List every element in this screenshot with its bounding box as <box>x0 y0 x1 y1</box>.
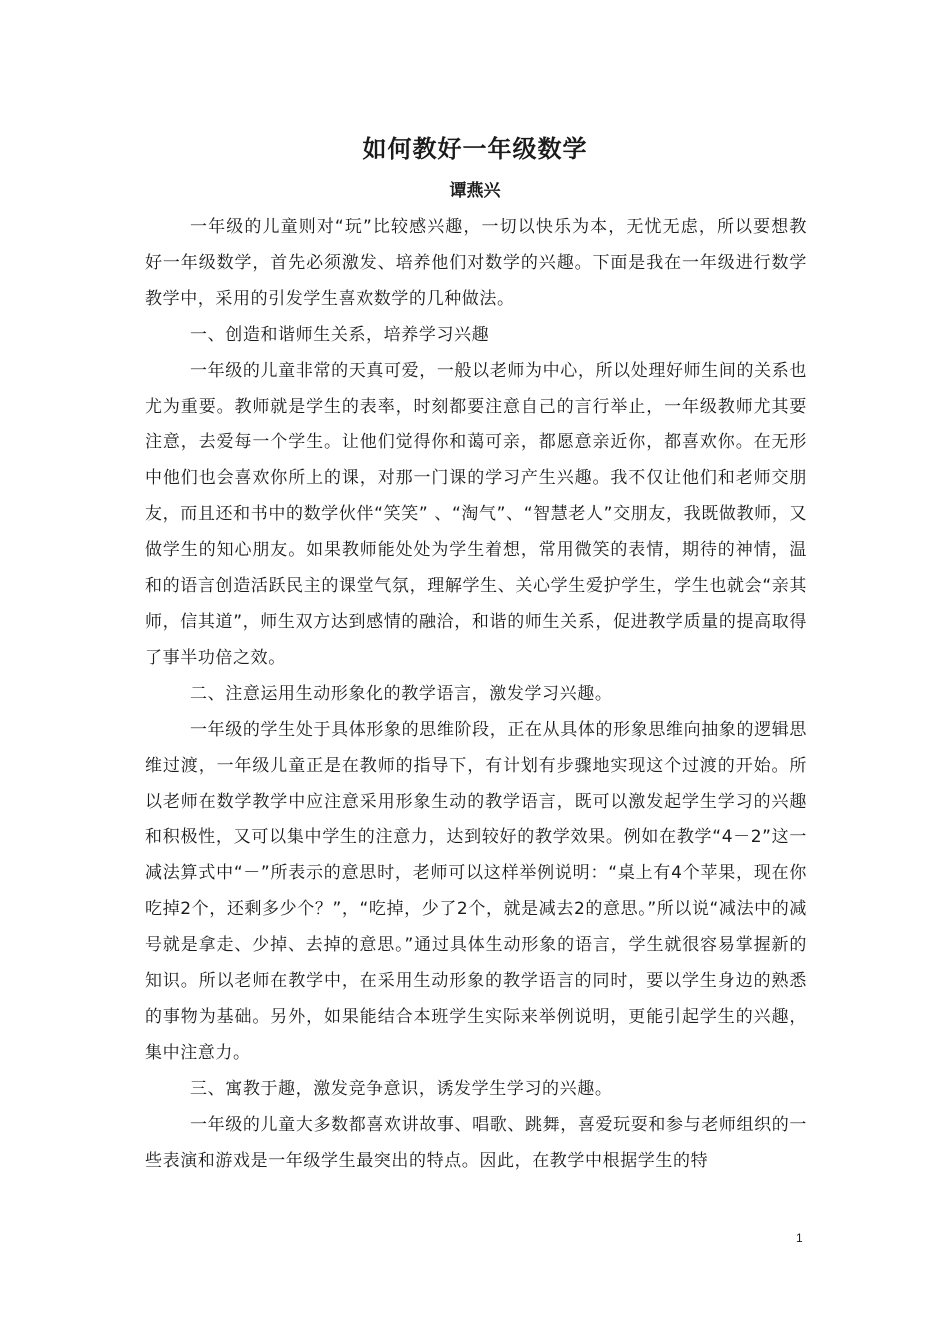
document-author: 谭燕兴 <box>449 181 501 201</box>
paragraph-section-3: 一年级的儿童大多数都喜欢讲故事、唱歌、跳舞，喜爱玩耍和参与老师组织的一些表演和游戏是一年级学生最突出的特点。因此，在教学中根据学生的特 <box>145 1114 807 1171</box>
page-number: 1 <box>796 1231 803 1245</box>
paragraph-intro: 一年级的儿童则对“玩”比较感兴趣，一切以快乐为本，无忧无虑，所以要想教好一年级数学，首先必须激发、培养他们对数学的兴趣。下面是我在一年级进行数学教学中，采用的引发学生喜欢数学的几种做法。 <box>145 217 807 309</box>
document-body <box>145 210 807 1179</box>
section-heading-1: 一、创造和谐师生关系，培养学习兴趣 <box>190 324 490 345</box>
section-heading-2: 二、注意运用生动形象化的教学语言，激发学习兴趣。 <box>190 683 613 704</box>
paragraph-section-1: 一年级的儿童非常的天真可爱，一般以老师为中心，所以处理好师生间的关系也尤为重要。教师就是学生的表率，时刻都要注意自己的言行举止，一年级教师尤其要注意，去爱每一个学生。让他们觉得你和蔼可亲，都愿意亲近你，都喜欢你。在无形中他们也会喜欢你所上的课，对那一门课的学习产生兴趣。我不仅让他们和老师交朋友，而且还和书中的数学伙伴“笑笑” 、“淘气”、“智慧老人”交朋友，我既做教师，又做学生的知心朋友。如果教师能处处为学生着想，常用微笑的表情，期待的神情，温和的语言创造活跃民主的课堂气氛，理解学生、关心学生爱护学生，学生也就会“亲其师，信其道”，师生双方达到感情的融洽，和谐的师生关系，促进教学质量的提高取得了事半功倍之效。 <box>145 360 807 668</box>
section-heading-3: 三、寓教于趣，激发竞争意识，诱发学生学习的兴趣。 <box>190 1078 613 1099</box>
paragraph-section-2: 一年级的学生处于具体形象的思维阶段，正在从具体的形象思维向抽象的逻辑思维过渡，一年级儿童正是在教师的指导下，有计划有步骤地实现这个过渡的开始。所以老师在数学教学中应注意采用形象生动的教学语言，既可以激发起学生学习的兴趣和积极性，又可以集中学生的注意力，达到较好的教学效果。例如在教学“4－2”这一减法算式中“－”所表示的意思时，老师可以这样举例说明：“桌上有4个苹果，现在你吃掉2个，还剩多少个？”，“吃掉，少了2个，就是减去2的意思。”所以说“减法中的减号就是拿走、少掉、去掉的意思。”通过具体生动形象的语言，学生就很容易掌握新的知识。所以老师在教学中，在采用生动形象的教学语言的同时，要以学生身边的熟悉的事物为基础。另外，如果能结合本班学生实际来举例说明，更能引起学生的兴趣，集中注意力。 <box>145 719 807 1063</box>
document-title: 如何教好一年级数学 <box>362 135 588 163</box>
